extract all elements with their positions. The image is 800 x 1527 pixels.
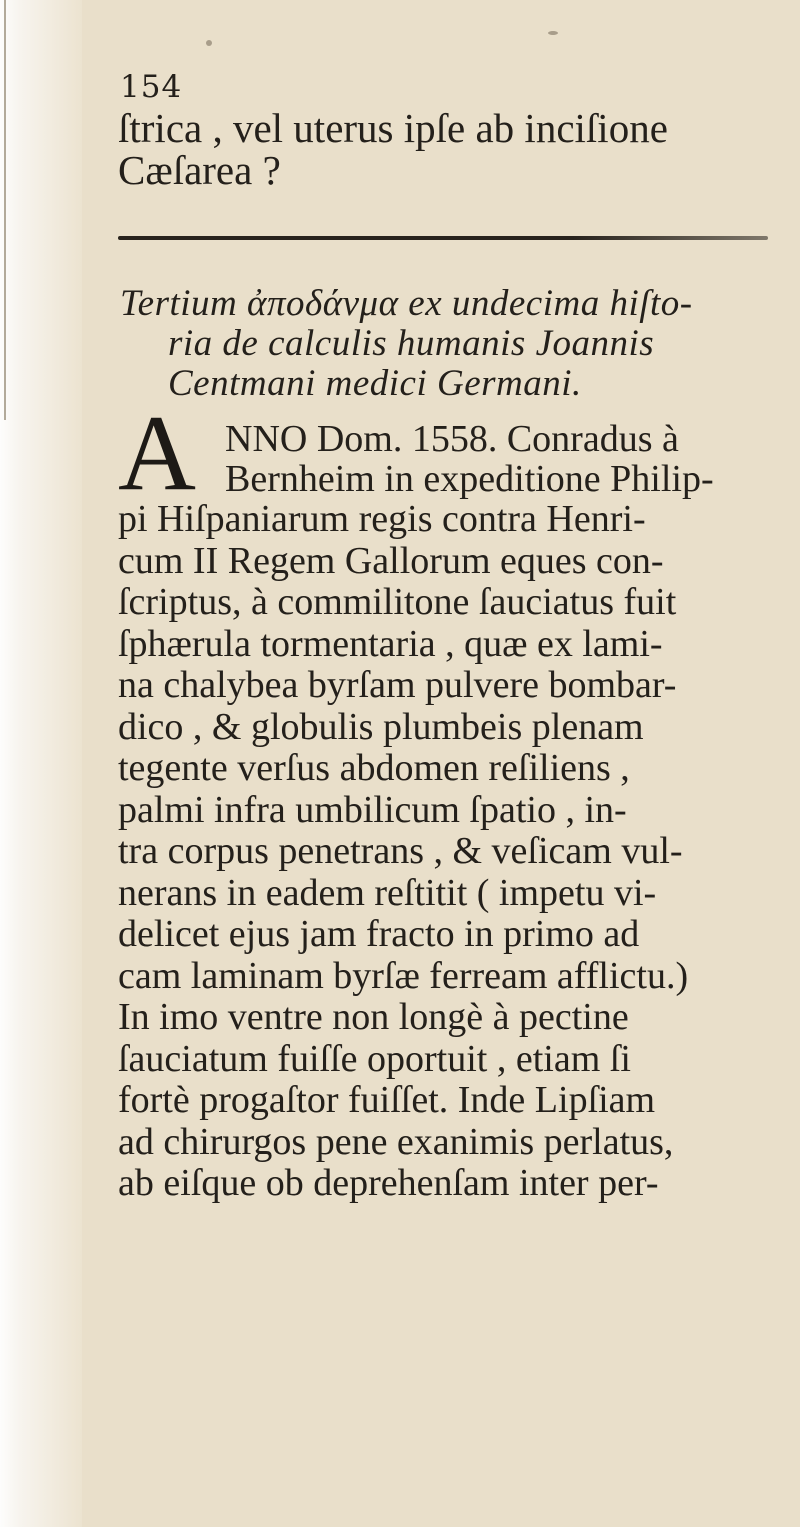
body-line-13: delicet ejus jam fracto in primo ad xyxy=(118,913,640,955)
body-line-6: ſphærula tormentaria , quæ ex lami- xyxy=(118,623,663,665)
body-line-12: nerans in eadem reſtitit ( impetu vi- xyxy=(118,872,657,914)
body-line-16: ſauciatum fuiſſe oportuit , etiam ſi xyxy=(118,1038,631,1080)
drop-cap-letter: A xyxy=(118,394,196,513)
body-line-5: ſcriptus, à commilitone ſauciatus fuit xyxy=(118,581,677,623)
page-number: 154 xyxy=(120,69,183,105)
preceding-text-line-2: Cæſarea ? xyxy=(118,147,281,193)
ink-speck xyxy=(206,40,212,46)
ink-speck xyxy=(548,31,558,35)
body-line-2: Bernheim in expeditione Philip- xyxy=(225,458,714,500)
body-line-10: palmi infra umbilicum ſpatio , in- xyxy=(118,789,627,831)
body-line-1: NNO Dom. 1558. Conradus à xyxy=(225,418,679,460)
section-divider-rule xyxy=(118,236,768,240)
preceding-text-line-1: ſtrica , vel uterus ipſe ab inciſione xyxy=(118,105,668,151)
body-line-14: cam laminam byrſæ ferream afflictu.) xyxy=(118,955,689,997)
section-heading-line-1: Tertium ἀποδάνμα ex undecima hiſto- xyxy=(120,283,693,324)
body-line-9: tegente verſus abdomen reſiliens , xyxy=(118,747,630,789)
section-heading-line-3: Centmani medici Germani. xyxy=(168,363,582,404)
body-line-3: pi Hiſpaniarum regis contra Henri- xyxy=(118,498,646,540)
section-heading-line-2: ria de calculis humanis Joannis xyxy=(168,323,655,364)
body-line-15: In imo ventre non longè à pectine xyxy=(118,996,629,1038)
body-line-18: ad chirurgos pene exanimis perlatus, xyxy=(118,1121,674,1163)
body-line-19: ab eiſque ob deprehenſam inter per- xyxy=(118,1162,659,1204)
body-line-7: na chalybea byrſam pulvere bombar- xyxy=(118,664,677,706)
body-line-17: fortè progaſtor fuiſſet. Inde Lipſiam xyxy=(118,1079,656,1121)
body-line-4: cum II Regem Gallorum eques con- xyxy=(118,540,664,582)
body-line-8: dico , & globulis plumbeis plenam xyxy=(118,706,644,748)
body-line-11: tra corpus penetrans , & veſicam vul- xyxy=(118,830,683,872)
